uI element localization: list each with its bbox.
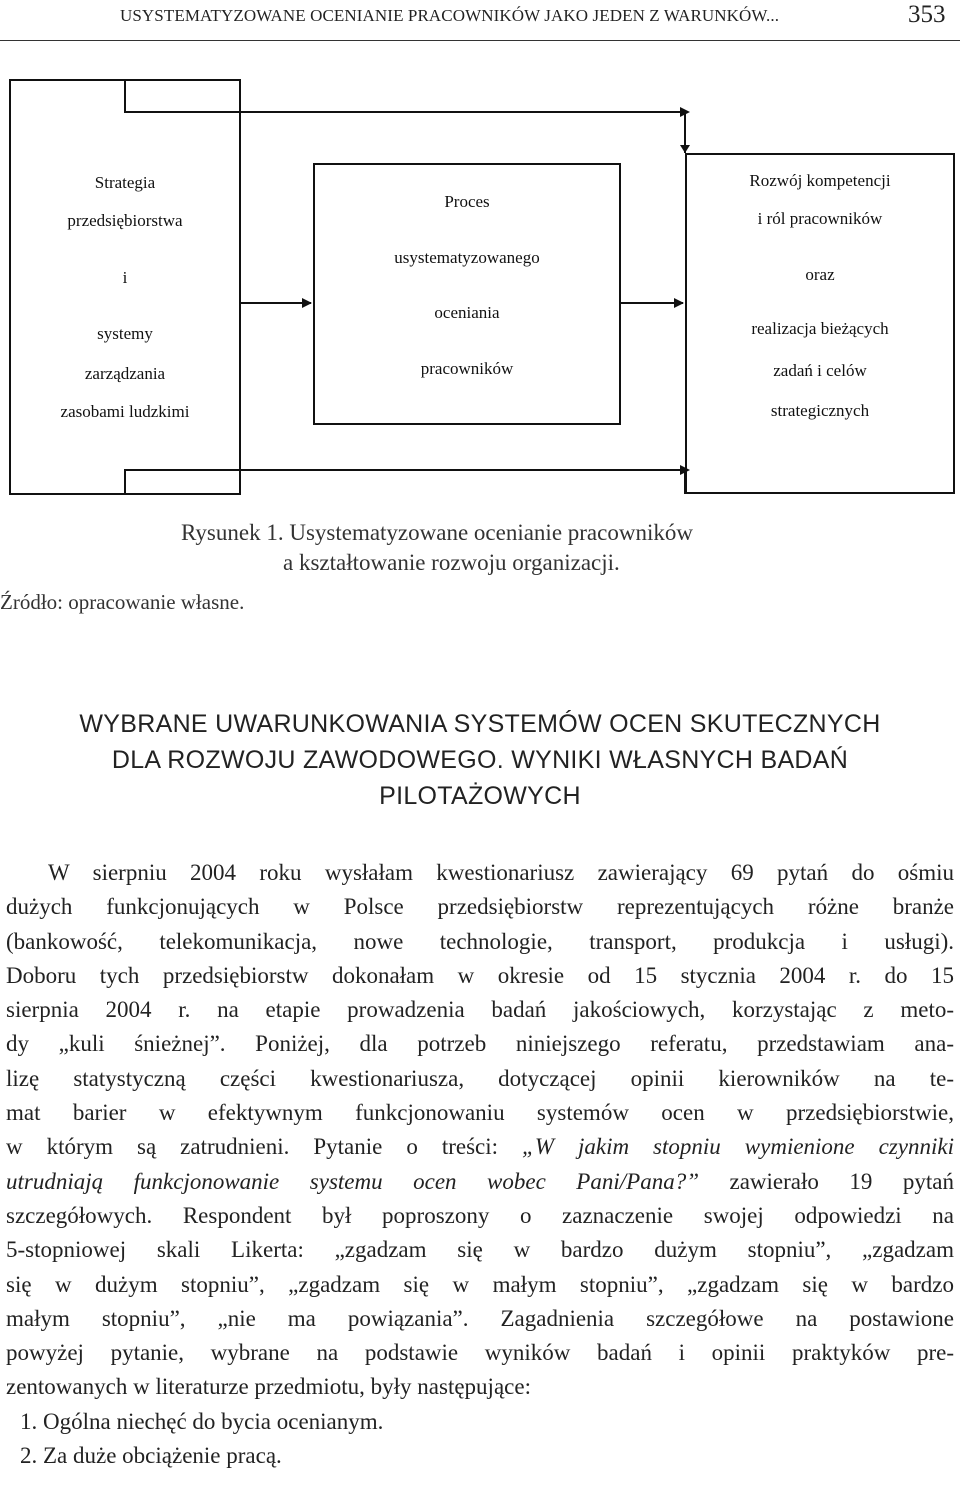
text-line: 5-stopniowej skali Likerta: „zgadzam się w bardzo dużym stopniu”, „zgadzam bbox=[6, 1237, 954, 1263]
left-box-line: i bbox=[122, 268, 128, 287]
caption-line: a kształtowanie rozwoju organizacji. bbox=[283, 550, 620, 575]
text-line: powyżej pytanie, wybrane na podstawie wyników badań i opinii praktyków pre- bbox=[6, 1340, 954, 1366]
strategy-box bbox=[9, 79, 241, 495]
heading-line: PILOTAŻOWYCH bbox=[379, 782, 581, 810]
right-box-line: Rozwój kompetencji bbox=[749, 171, 891, 190]
process-box bbox=[313, 163, 621, 425]
question-text: utrudniają funkcjonowanie systemu ocen wobec Pani/Pana?” bbox=[6, 1168, 699, 1194]
left-box-line: systemy bbox=[97, 324, 153, 343]
text-line: dużych funkcjonujących w Polsce przedsiębiorstw reprezentujących różne branże bbox=[6, 894, 954, 920]
running-head: USYSTEMATYZOWANE OCENIANIE PRACOWNIKÓW JAKO JEDEN Z WARUNKÓW... bbox=[120, 6, 780, 25]
text-line: (bankowość, telekomunikacja, nowe technologie, transport, produkcja i usługi). bbox=[6, 928, 954, 954]
question-text: „W jakim stopniu wymienione czynniki bbox=[522, 1134, 954, 1160]
heading-line: WYBRANE UWARUNKOWANIA SYSTEMÓW OCEN SKUTECZNYCH bbox=[79, 710, 881, 738]
text-line: W sierpniu 2004 roku wysłałam kwestionariusz zawierający 69 pytań do ośmiu bbox=[48, 860, 954, 885]
body-paragraph bbox=[6, 856, 954, 1473]
text-line: Doboru tych przedsiębiorstw dokonałam w okresie od 15 stycznia 2004 r. do 15 bbox=[6, 962, 954, 988]
list-item: 2. Za duże obciążenie pracą. bbox=[20, 1443, 282, 1469]
right-box-line: zadań i celów bbox=[773, 361, 867, 380]
figure-caption bbox=[181, 518, 693, 578]
left-box-line: zarządzania bbox=[84, 364, 166, 383]
left-box-line: przedsiębiorstwa bbox=[67, 211, 183, 230]
center-box-line: Proces bbox=[444, 192, 490, 211]
right-box-line: i ról pracowników bbox=[757, 209, 883, 228]
center-box-line: oceniania bbox=[434, 303, 500, 322]
development-box bbox=[685, 153, 955, 494]
text-line: dy „kuli śnieżnej”. Poniżej, dla potrzeb niniejszego referatu, przedstawiam ana- bbox=[6, 1031, 954, 1057]
text-line bbox=[6, 1165, 954, 1199]
center-box-line: pracowników bbox=[420, 359, 514, 378]
text-line: szczegółowych. Respondent był poproszony o zaznaczenie swojej odpowiedzi na bbox=[6, 1202, 954, 1228]
text-run: w którym są zatrudnieni. Pytanie o treści: bbox=[6, 1134, 523, 1160]
right-box-line: realizacja bieżących bbox=[751, 319, 889, 338]
heading-line: DLA ROZWOJU ZAWODOWEGO. WYNIKI WŁASNYCH BADAŃ bbox=[111, 746, 849, 774]
figure-source: Źródło: opracowanie własne. bbox=[0, 590, 245, 614]
text-line: sierpnia 2004 r. na etapie prowadzenia badań jakościowych, korzystając z meto- bbox=[6, 997, 954, 1023]
list-item: 1. Ogólna niechęć do bycia ocenianym. bbox=[20, 1408, 384, 1434]
right-box-line: strategicznych bbox=[770, 401, 870, 420]
text-line: mat barier w efektywnym funkcjonowaniu systemów ocen w przedsiębiorstwie, bbox=[6, 1100, 954, 1126]
caption-line: Rysunek 1. Usystematyzowane ocenianie pracowników bbox=[181, 520, 693, 545]
text-line: się w dużym stopniu”, „zgadzam się w małym stopniu”, „zgadzam się w bardzo bbox=[6, 1271, 954, 1297]
page-number: 353 bbox=[908, 1, 946, 28]
left-box-line: Strategia bbox=[94, 173, 156, 192]
text-line: zentowanych w literaturze przedmiotu, były następujące: bbox=[6, 1374, 531, 1400]
section-heading bbox=[0, 706, 960, 814]
text-line: lizę statystyczną części kwestionariusza, dotyczącej opinii kierowników na te- bbox=[6, 1065, 954, 1091]
center-box-line: usystematyzowanego bbox=[394, 248, 540, 267]
right-box-line: oraz bbox=[805, 265, 835, 284]
text-line: małym stopniu”, „nie ma powiązania”. Zagadnienia szczegółowe na postawione bbox=[6, 1305, 954, 1331]
text-run: zawierało 19 pytań bbox=[698, 1168, 955, 1194]
left-box-line: zasobami ludzkimi bbox=[60, 402, 190, 421]
text-line bbox=[6, 1130, 954, 1164]
